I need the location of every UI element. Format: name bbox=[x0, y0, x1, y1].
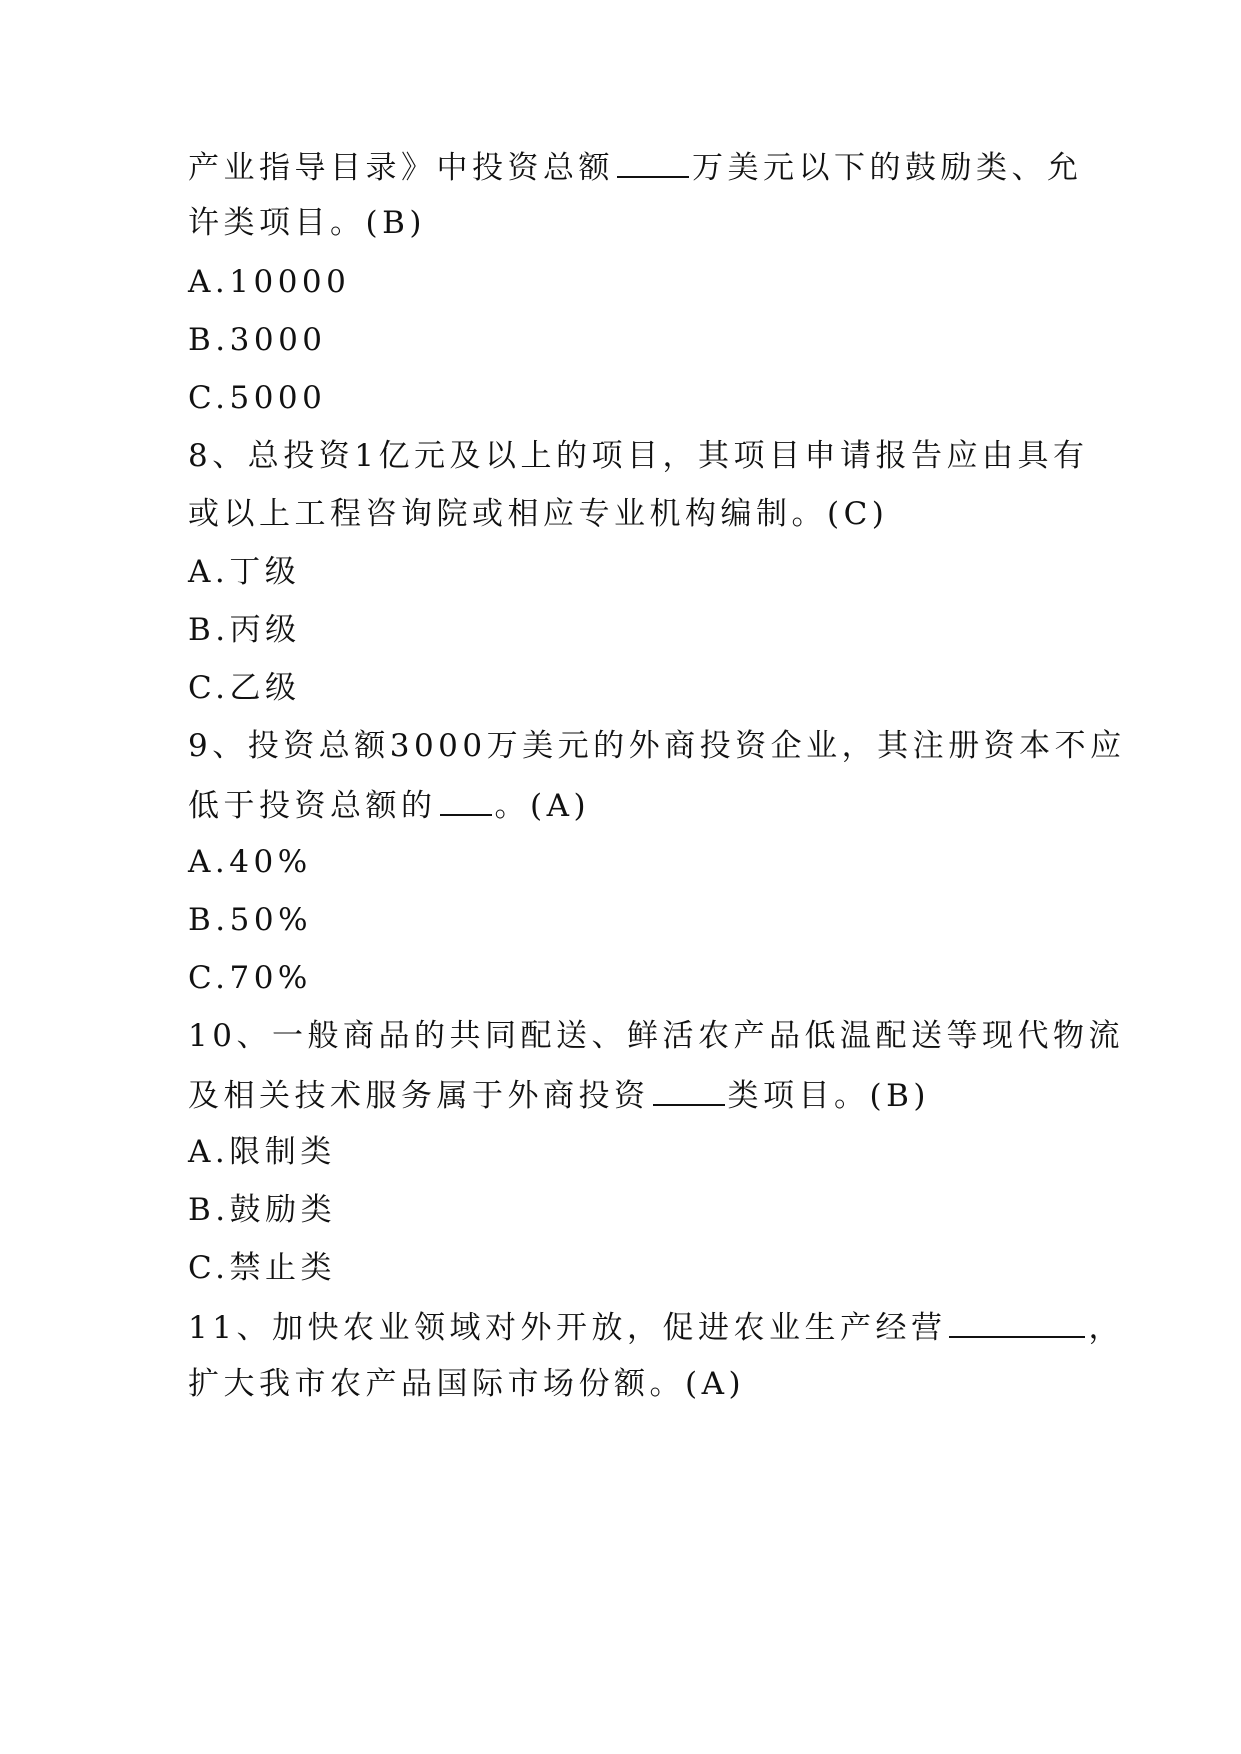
q10-answer-blank bbox=[653, 1074, 725, 1106]
q7-text-after-blank: 万美元以下的鼓励类、允 bbox=[692, 150, 1083, 186]
q8-line-1: 8、总投资1亿元及以上的项目，其项目申请报告应由具有 bbox=[188, 438, 1089, 474]
q10-option-c: C.禁止类 bbox=[188, 1250, 336, 1286]
q11-answer-blank bbox=[949, 1306, 1085, 1338]
q7-line-1 bbox=[188, 146, 1083, 186]
q9-option-b: B.50% bbox=[188, 902, 313, 938]
q8-option-c: C.乙级 bbox=[188, 670, 301, 706]
q10-line-1: 10、一般商品的共同配送、鲜活农产品低温配送等现代物流 bbox=[188, 1018, 1124, 1054]
q7-option-b: B.3000 bbox=[188, 322, 327, 358]
q10-text-after-blank: 类项目。(B) bbox=[727, 1078, 930, 1114]
q11-line-1 bbox=[188, 1306, 1124, 1346]
q9-line-1: 9、投资总额3000万美元的外商投资企业，其注册资本不应 bbox=[188, 728, 1126, 764]
q11-text-before-blank: 11、加快农业领域对外开放，促进农业生产经营 bbox=[188, 1310, 947, 1346]
q7-answer-blank bbox=[617, 146, 689, 178]
q8-option-b: B.丙级 bbox=[188, 612, 301, 648]
q7-option-a: A.10000 bbox=[188, 264, 351, 300]
q7-line-2: 许类项目。(B) bbox=[188, 205, 426, 241]
q11-line-2: 扩大我市农产品国际市场份额。(A) bbox=[188, 1366, 746, 1402]
q10-line-2 bbox=[188, 1074, 930, 1114]
q7-option-c: C.5000 bbox=[188, 380, 327, 416]
q8-option-a: A.丁级 bbox=[188, 554, 301, 590]
q10-option-a: A.限制类 bbox=[188, 1134, 336, 1170]
q9-text-after-blank: 。(A) bbox=[494, 788, 591, 824]
q10-option-b: B.鼓励类 bbox=[188, 1192, 337, 1228]
q9-text-before-blank: 低于投资总额的 bbox=[188, 788, 437, 824]
q9-answer-blank bbox=[440, 784, 492, 816]
q7-text-before-blank: 产业指导目录》中投资总额 bbox=[188, 150, 614, 186]
q9-line-2 bbox=[188, 784, 590, 824]
q8-line-2: 或以上工程咨询院或相应专业机构编制。(C) bbox=[188, 496, 889, 532]
q11-text-after-blank: ， bbox=[1088, 1310, 1124, 1346]
q9-option-c: C.70% bbox=[188, 960, 312, 996]
q9-option-a: A.40% bbox=[188, 844, 312, 880]
q10-text-before-blank: 及相关技术服务属于外商投资 bbox=[188, 1078, 650, 1114]
